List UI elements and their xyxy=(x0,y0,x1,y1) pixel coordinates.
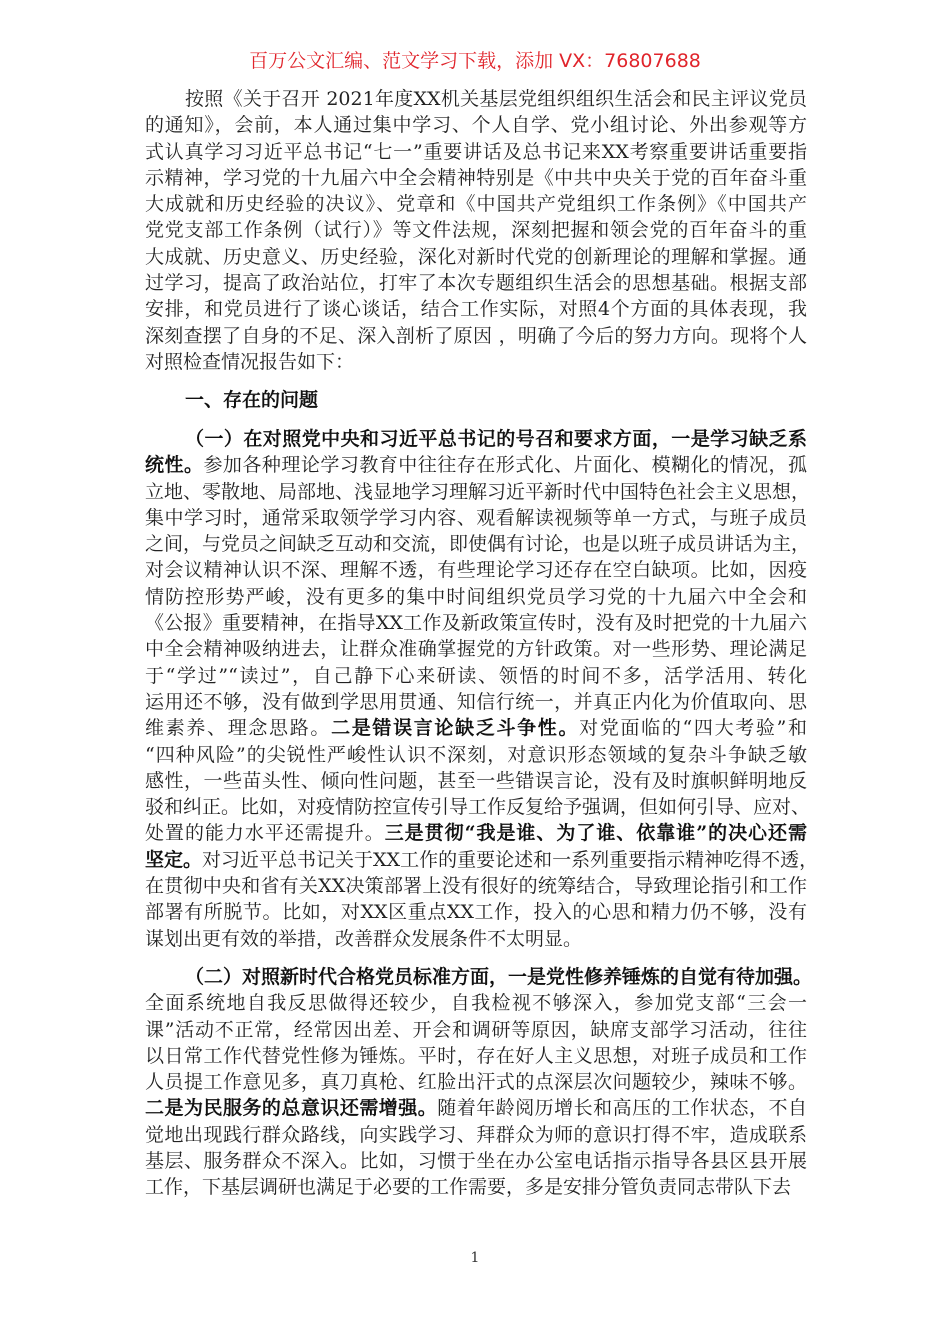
text-line xyxy=(145,584,807,610)
text-line xyxy=(145,768,807,794)
text-line xyxy=(145,452,807,478)
text-line xyxy=(145,847,819,873)
text-line xyxy=(145,1148,807,1174)
body-text: 中全会精神吸纳进去，让群众准确掌握党的方针政策。对一些形势、理论满足 xyxy=(145,638,807,661)
text-line xyxy=(145,270,807,296)
body-text: 大成就、历史意义、历史经验，深化对新时代党的创新理论的理解和掌握。通 xyxy=(145,245,807,268)
body-text: 谋划出更有效的举措，改善群众发展条件不太明显。 xyxy=(145,927,583,950)
text-line xyxy=(145,899,807,925)
bold-text: 一、存在的问题 xyxy=(185,389,319,411)
body-text: 立地、零散地、局部地、浅显地学习理解习近平新时代中国特色社会主义思想， xyxy=(145,480,811,503)
text-line xyxy=(145,610,807,636)
text-line xyxy=(145,820,807,846)
text-line xyxy=(145,112,807,138)
body-text: “四种风险”的尖锐性严峻性认识不深刻，对意识形态领域的复杂斗争缺乏敏 xyxy=(145,743,807,766)
subsection-1-paragraph xyxy=(145,426,819,952)
body-text: 基层、服务群众不深入。比如，习惯于坐在办公室电话指示指导各县区县开展 xyxy=(145,1150,807,1173)
text-line xyxy=(145,689,807,715)
body-text: 维素养、理念思路。 xyxy=(145,717,332,740)
text-line xyxy=(145,505,807,531)
body-text: 深刻查摆了自身的不足、深入剖析了原因 ，明确了今后的努力方向。现将个人 xyxy=(145,324,807,347)
text-line xyxy=(145,86,807,112)
text-line xyxy=(145,663,807,689)
body-text: 集中学习时，通常采取领学学习内容、观看解读视频等单一方式，与班子成员 xyxy=(145,506,807,529)
body-text: 以日常工作代替党性修为锤炼。平时，存在好人主义思想，对班子成员和工作 xyxy=(145,1044,807,1067)
body-text: 对党面临的“四大考验”和 xyxy=(579,717,807,740)
bold-text: 二是错误言论缺乏斗争性。 xyxy=(331,717,580,740)
body-text: 全面系统地自我反思做得还较少，自我检视不够深入，参加党支部“三会一 xyxy=(145,992,807,1015)
intro-paragraph xyxy=(145,86,807,375)
text-line xyxy=(145,1095,807,1121)
body-text: 处置的能力水平还需提升。 xyxy=(145,822,385,845)
text-line xyxy=(145,964,813,990)
text-line xyxy=(145,296,807,322)
text-line xyxy=(145,531,811,557)
body-text: 课”活动不正常，经常因出差、开会和调研等原因，缺席支部学习活动，往往 xyxy=(145,1018,807,1041)
text-line xyxy=(145,165,807,191)
body-text: 之间，与党员之间缺乏互动和交流，即使偶有讨论，也是以班子成员讲话为主， xyxy=(145,533,811,556)
body-text: 示精神，学习党的十九届六中全会精神特别是《中共中央关于党的百年奋斗重 xyxy=(145,166,807,189)
body-text: 党党支部工作条例（试行）》等文件法规，深刻把握和领会党的百年奋斗的重 xyxy=(145,219,807,242)
body-text: 部署有所脱节。比如，对XX区重点XX工作，投入的心思和精力仍不够，没有 xyxy=(145,901,807,924)
text-line xyxy=(145,990,807,1016)
body-text: 式认真学习习近平总书记“七一”重要讲话及总书记来XX考察重要讲话重要指 xyxy=(145,140,807,163)
body-text: 过学习，提高了政治站位，打牢了本次专题组织生活会的思想基础。根据支部 xyxy=(145,272,807,295)
text-line xyxy=(145,1043,807,1069)
body-text: 的通知》，会前，本人通过集中学习、个人自学、党小组讨论、外出参观等方 xyxy=(145,114,807,137)
body-text: 参加各种理论学习教育中往往存在形式化、片面化、模糊化的情况，孤 xyxy=(203,454,807,477)
body-text: 于“学过”“读过”，自己静下心来研读、领悟的时间不多，活学活用、转化 xyxy=(145,664,807,687)
text-line xyxy=(145,244,807,270)
text-line xyxy=(145,349,807,375)
body-text: 情防控形势严峻，没有更多的集中时间组织党员学习党的十九届六中全会和 xyxy=(145,585,807,608)
body-text: 觉地出现践行群众路线，向实践学习、拜群众为师的意识打得不牢，造成联系 xyxy=(145,1123,807,1146)
text-line xyxy=(145,742,807,768)
section-heading xyxy=(145,387,807,413)
text-line xyxy=(145,636,807,662)
body-text: 人员提工作意见多，真刀真枪、红脸出汗式的点深层次问题较少，辣味不够。 xyxy=(145,1071,807,1094)
download-banner: 百万公文汇编、范文学习下载，添加 VX：76807688 xyxy=(249,50,701,72)
body-text: 随着年龄阅历增长和高压的工作状态，不自 xyxy=(437,1097,807,1120)
body-text: 按照《关于召开 2021年度XX机关基层党组织组织生活会和民主评议党员 xyxy=(185,88,807,110)
body-text: 驳和纠正。比如，对疫情防控宣传引导工作反复给予强调，但如何引导、应对、 xyxy=(145,796,811,819)
text-line xyxy=(145,1017,807,1043)
text-line xyxy=(145,479,811,505)
text-line xyxy=(145,557,807,583)
bold-text: （二）对照新时代合格党员标准方面，一是党性修养锤炼的自觉有待加强。 xyxy=(185,966,813,988)
text-line xyxy=(145,139,807,165)
bold-text: 三是贯彻“我是谁、为了谁、依靠谁”的决心还需 xyxy=(384,822,807,845)
subsection-2-paragraph xyxy=(145,964,813,1201)
body-text: 对习近平总书记关于XX工作的重要论述和一系列重要指示精神吃得不透， xyxy=(202,848,819,871)
text-line xyxy=(145,191,807,217)
body-text: 对照检查情况报告如下： xyxy=(145,350,355,373)
text-line xyxy=(145,426,807,452)
text-line xyxy=(145,323,807,349)
text-line xyxy=(145,873,807,899)
bold-text: 坚定。 xyxy=(145,848,203,871)
body-text: 《公报》重要精神，在指导XX工作及新政策宣传时，没有及时把党的十九届六 xyxy=(145,612,807,635)
text-line xyxy=(145,1122,807,1148)
body-text: 工作，下基层调研也满足于必要的工作需要，多是安排分管负责同志带队下去 xyxy=(145,1176,792,1199)
text-line xyxy=(145,387,807,413)
text-line xyxy=(145,794,811,820)
body-text: 安排，和党员进行了谈心谈话，结合工作实际，对照4个方面的具体表现，我 xyxy=(145,298,807,321)
page-number: 1 xyxy=(470,1250,480,1266)
bold-text: 二是为民服务的总意识还需增强。 xyxy=(145,1097,438,1120)
bold-text: （一）在对照党中央和习近平总书记的号召和要求方面，一是学习缺乏系 xyxy=(185,428,807,450)
body-text: 感性，一些苗头性、倾向性问题，甚至一些错误言论，没有及时旗帜鲜明地反 xyxy=(145,769,807,792)
body-text: 对会议精神认识不深、理解不透，有些理论学习还存在空白缺项。比如，因疫 xyxy=(145,559,807,582)
text-line xyxy=(145,1174,807,1200)
text-line xyxy=(145,715,807,741)
text-line xyxy=(145,217,807,243)
text-line xyxy=(145,926,807,952)
body-text: 大成就和历史经验的决议》、党章和《中国共产党组织工作条例》《中国共产 xyxy=(145,193,807,216)
text-line xyxy=(145,1069,807,1095)
body-text: 运用还不够，没有做到学思用贯通、知信行统一，并真正内化为价值取向、思 xyxy=(145,690,807,713)
bold-text: 统性。 xyxy=(145,454,204,477)
body-text: 在贯彻中央和省有关XX决策部署上没有很好的统筹结合，导致理论指引和工作 xyxy=(145,875,807,898)
